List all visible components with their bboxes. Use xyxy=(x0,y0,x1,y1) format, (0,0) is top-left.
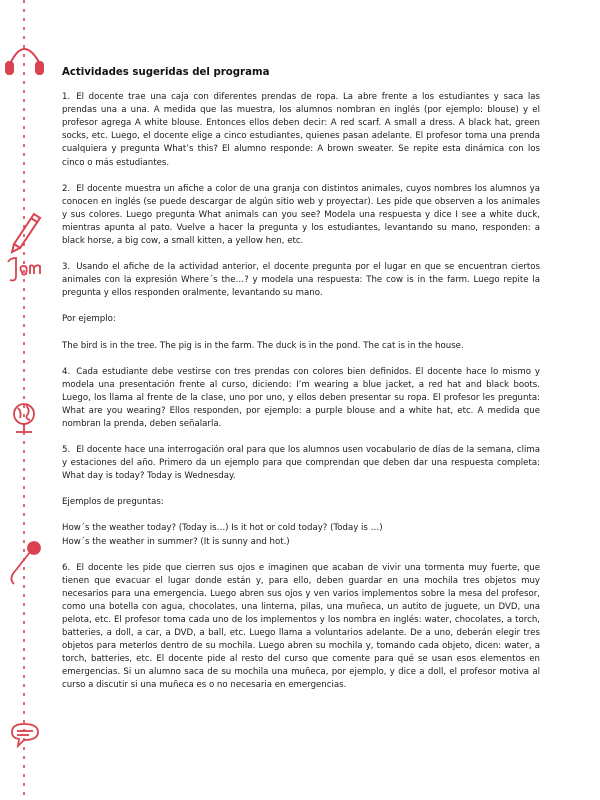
paragraph-number: 5. xyxy=(62,445,71,456)
activity-paragraph xyxy=(62,366,540,431)
headphones-icon xyxy=(6,49,43,74)
paragraph-text: El docente muestra un afiche a color de una granja con distintos animales, cuyos nombres los alumnos ya conocen en inglés (se puede descargar de algún sitio web y proyectar). Les pide que observen a los animales y sus colores. Luego pregunta What animals can you see? Modela una respuesta y dice I see a white duck, mientras apunta al pato. Vuelve a hacer la pregunta y los estudiantes, levantando su mano, responden: a black horse, a big cow, a small kitten, a yellow hen, etc. xyxy=(62,183,540,247)
paragraph-text: El docente trae una caja con diferentes prendas de ropa. La abre frente a los estudiantes y saca las prendas una a una. A medida que las muestra, los alumnos nombran en inglés (por ejemplo: blouse) y el profesor agrega A white blouse. Entonces ellos deben decir: A red scarf. A small a dress. A black hat, green socks, etc. Luego, el docente elige a cinco estudiantes, quienes pasan adelante. El profesor toma una prenda cualquiera y pregunta What’s this? El alumno responde: A brown sweater. Se repite esta dinámica con los cinco o más estudiantes. xyxy=(62,92,540,168)
activity-paragraph xyxy=(62,261,540,300)
example-question: How´s the weather today? (Today is…) Is it hot or cold today? (Today is …) xyxy=(62,523,383,534)
activity-paragraph xyxy=(62,91,540,170)
pencil-icon xyxy=(12,214,40,252)
microphone-icon xyxy=(11,542,40,584)
paragraph-text: Cada estudiante debe vestirse con tres prendas con colores bien definidos. El docente hace lo mismo y modela una presentación frente al curso, diciendo: I’m wearing a blue jacket, a red hat and black boots. Luego, los llama al frente de la clase, uno por uno, y ellos deben presentar su ropa. El profesor les pregunta: What are you wearing? Ellos responden, por ejemplo: a purple blouse and a white hat, etc. A medida que nombran la prenda, deben señalarla. xyxy=(62,366,540,429)
paragraph-text: Usando el afiche de la actividad anterior, el docente pregunta por el lugar en que se encuentran ciertos animales con la expresión Where´s the…? y modela una respuesta: The cow is in the farm. Luego repite la pregunta y ellos responden oralmente, levantando su mano. xyxy=(62,262,540,299)
document-body xyxy=(62,66,540,706)
example-questions-label: Ejemplos de preguntas: xyxy=(62,497,164,508)
page-title: Actividades sugeridas del programa xyxy=(62,67,270,78)
speech-bubble-icon xyxy=(12,724,38,746)
activity-paragraph xyxy=(62,562,540,693)
paragraph-number: 1. xyxy=(62,92,71,103)
activity-paragraph xyxy=(62,183,540,248)
example-sentences: The bird is in the tree. The pig is in the farm. The duck is in the pond. The cat is in the house. xyxy=(62,340,464,351)
paragraph-number: 3. xyxy=(62,262,71,273)
paragraph-number: 2. xyxy=(62,183,71,194)
paragraph-text: El docente hace una interrogación oral para que los alumnos usen vocabulario de días de la semana, clima y estaciones del año. Primero da un ejemplo para que comprendan que deben dar una respuesta completa: What day is today? Today is Wednesday. xyxy=(62,445,540,482)
paragraph-number: 6. xyxy=(62,562,71,573)
globe-icon xyxy=(14,404,34,432)
paragraph-text: El docente les pide que cierren sus ojos e imaginen que acaban de vivir una tormenta muy fuerte, que tienen que evacuar el lugar donde están y, para ello, deben guardar en una mochila tres objetos muy necesarios para una emergencia. Luego abren sus ojos y ven varios implementos sobre la mesa del profesor, como una botella con agua, chocolates, una linterna, pilas, una muñeca, un autito de juguete, un DVD, una pelota, etc. El profesor toma cada uno de los implementos y los nombra en inglés: water, chocolates, a torch, batteries, a doll, a car, a DVD, a ball, etc. Luego llama a voluntarios adelante. De a uno, deberán elegir tres objetos para meterlos dentro de su mochila. Luego abren su mochila y, tomando cada objeto, dicen: water, a torch, batteries, etc. El docente pide al resto del curso que comente para qué se usan esos elementos en emergencias. Si un alumno saca de su mochila una muñeca, por ejemplo, y dice a doll, el profesor motiva al curso a discutir si una muñeca es o no necesaria en emergencias. xyxy=(62,562,540,691)
decorative-margin xyxy=(0,0,52,800)
paragraph-number: 4. xyxy=(62,366,71,377)
margin-doodles xyxy=(0,0,52,800)
example-label: Por ejemplo: xyxy=(62,314,116,325)
activity-paragraph xyxy=(62,444,540,483)
example-question: How´s the weather in summer? (It is sunny and hot.) xyxy=(62,536,290,547)
